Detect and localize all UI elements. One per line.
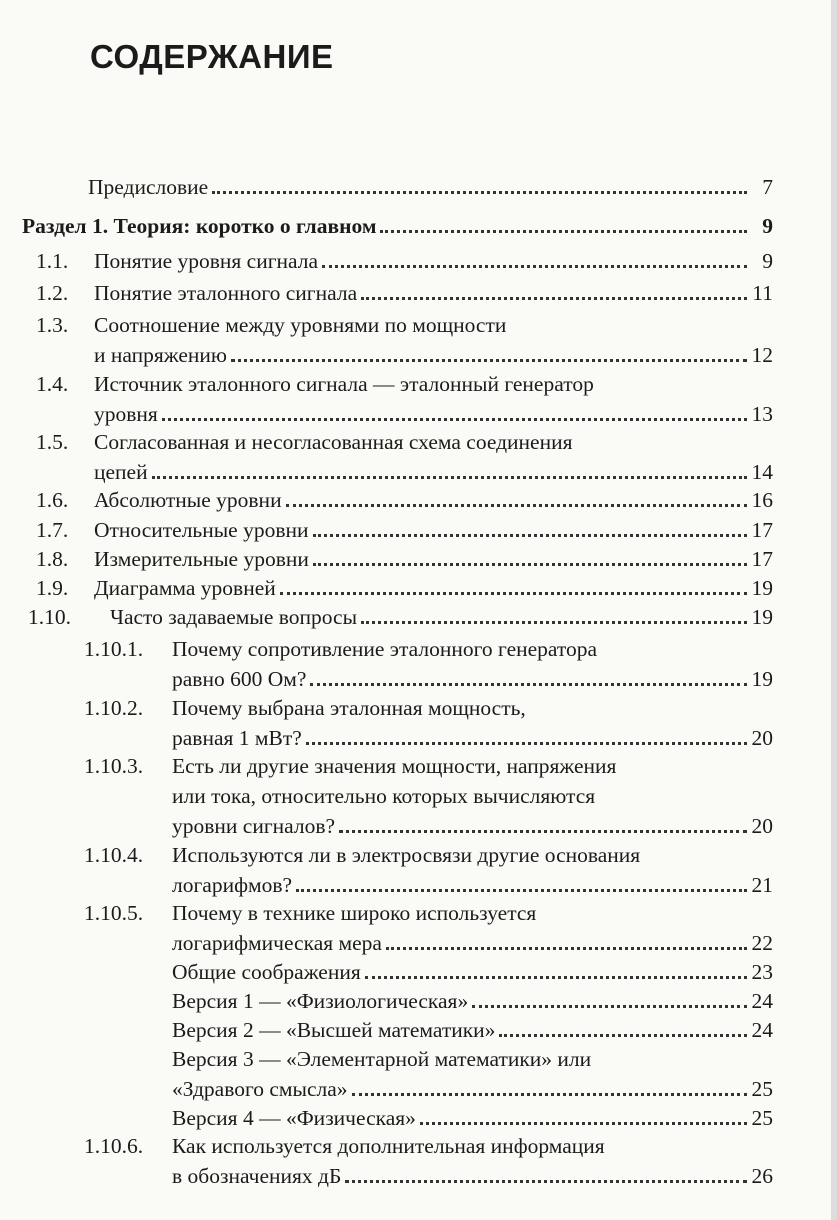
page-number: 25	[751, 1077, 773, 1101]
toc-entry	[22, 211, 773, 241]
toc-entry	[36, 573, 773, 603]
page-number: 16	[751, 488, 773, 512]
dot-leader	[306, 742, 747, 745]
page-number: 23	[751, 960, 773, 984]
page-number: 19	[751, 667, 773, 691]
page-number: 13	[751, 402, 773, 426]
toc-entry	[88, 172, 773, 202]
dot-leader	[472, 1005, 747, 1008]
entry-text: Понятие эталонного сигнала	[94, 281, 358, 305]
entry-text: Понятие уровня сигнала	[94, 249, 319, 273]
entry-number: 1.1.	[36, 249, 69, 273]
toc-entry	[36, 427, 773, 487]
toc-entry	[36, 369, 773, 429]
page-number: 9	[762, 249, 773, 273]
entry-number: 1.7.	[36, 518, 69, 542]
entry-number: 1.10.	[28, 605, 71, 629]
entry-text: Соотношение между уровнями по мощности	[94, 313, 507, 337]
entry-text-cont: цепей	[94, 460, 148, 484]
entry-text-cont: или тока, относительно которых вычисляются	[172, 784, 596, 808]
entry-text: Предисловие	[88, 175, 209, 199]
page-title: СОДЕРЖАНИЕ	[90, 38, 334, 75]
page-number: 20	[751, 814, 773, 838]
entry-text-cont: в обозначениях дБ	[172, 1164, 342, 1188]
page-number: 25	[751, 1106, 773, 1130]
page-number: 21	[751, 873, 773, 897]
entry-number: 1.9.	[36, 576, 69, 600]
entry-number: 1.10.5.	[84, 901, 144, 925]
page-number: 20	[751, 726, 773, 750]
entry-text: Часто задаваемые вопросы	[110, 605, 358, 629]
dot-leader	[286, 504, 747, 507]
toc-entry	[36, 544, 773, 574]
entry-text: Почему в технике широко используется	[172, 901, 537, 925]
entry-text-cont: и напряжению	[94, 343, 227, 367]
entry-number: 1.4.	[36, 372, 69, 396]
entry-text: Источник эталонного сигнала — эталонный генератор	[94, 372, 594, 396]
dot-leader	[231, 359, 747, 362]
dot-leader	[361, 297, 747, 300]
toc-entry	[172, 957, 773, 987]
toc-entry	[172, 986, 773, 1016]
toc-entry	[84, 840, 773, 900]
entry-text-cont: логарифмов?	[172, 873, 293, 897]
dot-leader	[280, 592, 747, 595]
dot-leader	[345, 1180, 747, 1183]
entry-text-cont: равная 1 мВт?	[172, 726, 302, 750]
entry-text: Версия 4 — «Физическая»	[172, 1106, 416, 1130]
dot-leader	[310, 683, 747, 686]
entry-number: 1.6.	[36, 488, 69, 512]
entry-text: Диаграмма уровней	[94, 576, 276, 600]
entry-text: Измерительные уровни	[94, 547, 309, 571]
entry-text: Есть ли другие значения мощности, напряжения	[172, 754, 617, 778]
dot-leader	[365, 976, 747, 979]
entry-text: Версия 2 — «Высшей математики»	[172, 1018, 496, 1042]
dot-leader	[380, 230, 747, 233]
entry-number: 1.10.6.	[84, 1134, 144, 1158]
entry-number: 1.10.2.	[84, 696, 144, 720]
toc-entry	[84, 693, 773, 753]
entry-text: Версия 3 — «Элементарной математики» или	[172, 1047, 592, 1071]
entry-number: 1.10.4.	[84, 843, 144, 867]
entry-text: Общие соображения	[172, 960, 361, 984]
toc-entry	[172, 1044, 773, 1104]
dot-leader	[313, 563, 747, 566]
page-number: 7	[762, 175, 773, 199]
entry-number: 1.3.	[36, 313, 69, 337]
dot-leader	[361, 621, 747, 624]
dot-leader	[420, 1122, 747, 1125]
entry-text: Раздел 1. Теория: коротко о главном	[22, 214, 377, 238]
entry-text: Согласованная и несогласованная схема соединения	[94, 430, 573, 454]
toc-entry	[36, 246, 773, 276]
entry-text: Версия 1 — «Физиологическая»	[172, 989, 469, 1013]
entry-text-cont: уровня	[94, 402, 158, 426]
entry-text: Используются ли в электросвязи другие основания	[172, 843, 641, 867]
toc-entry	[36, 278, 773, 308]
page-number: 24	[751, 1018, 773, 1042]
page-number: 14	[751, 460, 773, 484]
entry-number: 1.8.	[36, 547, 69, 571]
page-number: 12	[751, 343, 773, 367]
page-number: 17	[751, 547, 773, 571]
toc-entry	[28, 602, 773, 632]
page-number: 26	[751, 1164, 773, 1188]
page-number: 17	[751, 518, 773, 542]
entry-text-cont: уровни сигналов?	[172, 814, 336, 838]
toc-entry	[172, 1103, 773, 1133]
entry-text-cont: «Здравого смысла»	[172, 1077, 348, 1101]
toc-entry	[84, 751, 773, 841]
entry-number: 1.10.3.	[84, 754, 144, 778]
dot-leader	[152, 476, 747, 479]
entry-text: Почему выбрана эталонная мощность,	[172, 696, 526, 720]
page-number: 24	[751, 989, 773, 1013]
page-number: 9	[762, 214, 773, 238]
dot-leader	[162, 418, 747, 421]
dot-leader	[296, 889, 747, 892]
page-number: 11	[752, 281, 773, 305]
toc-entry	[172, 1015, 773, 1045]
dot-leader	[352, 1093, 747, 1096]
toc-entry	[84, 1131, 773, 1191]
page-number: 22	[751, 931, 773, 955]
entry-number: 1.2.	[36, 281, 69, 305]
dot-leader	[212, 191, 747, 194]
entry-text-cont: равно 600 Ом?	[172, 667, 307, 691]
entry-text: Как используется дополнительная информация	[172, 1134, 605, 1158]
dot-leader	[313, 534, 747, 537]
toc-entry	[84, 898, 773, 958]
page-number: 19	[751, 605, 773, 629]
dot-leader	[339, 830, 747, 833]
dot-leader	[386, 947, 747, 950]
toc-entry	[36, 485, 773, 515]
dot-leader	[322, 265, 747, 268]
dot-leader	[499, 1034, 747, 1037]
toc-entry	[36, 515, 773, 545]
entry-text: Почему сопротивление эталонного генератора	[172, 637, 598, 661]
entry-text-cont: логарифмическая мера	[172, 931, 382, 955]
entry-number: 1.10.1.	[84, 637, 144, 661]
entry-number: 1.5.	[36, 430, 69, 454]
entry-text: Относительные уровни	[94, 518, 309, 542]
page-number: 19	[751, 576, 773, 600]
entry-text: Абсолютные уровни	[94, 488, 282, 512]
toc-entry	[36, 310, 773, 370]
toc-entry	[84, 634, 773, 694]
